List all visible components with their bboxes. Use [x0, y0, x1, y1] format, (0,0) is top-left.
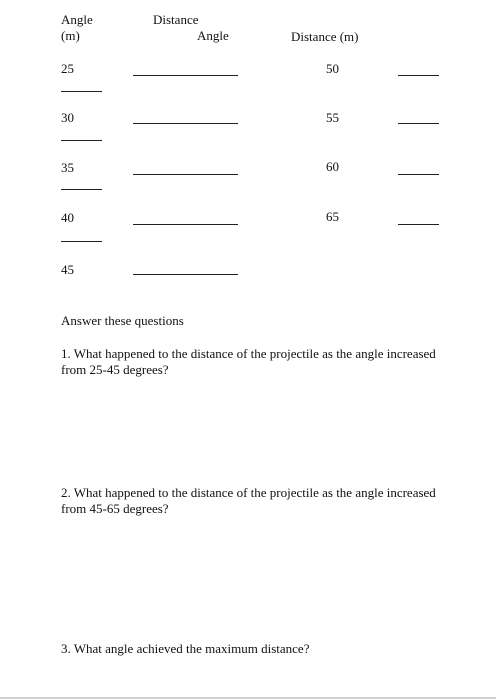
distance-answer-blank-50[interactable] — [398, 75, 439, 76]
separator-line-4 — [61, 241, 102, 242]
header-distance-right: Distance (m) — [291, 29, 359, 44]
distance-answer-blank-25[interactable] — [133, 75, 238, 76]
distance-answer-blank-55[interactable] — [398, 123, 439, 124]
angle-value-60: 60 — [326, 159, 339, 174]
angle-value-65: 65 — [326, 209, 339, 224]
distance-answer-blank-65[interactable] — [398, 224, 439, 225]
header-angle-left: Angle — [61, 12, 93, 27]
angle-value-40: 40 — [61, 210, 74, 225]
angle-value-25: 25 — [61, 61, 74, 76]
header-distance-left: Distance — [153, 12, 199, 27]
distance-answer-blank-60[interactable] — [398, 174, 439, 175]
separator-line-1 — [61, 91, 102, 92]
header-unit-left: (m) — [61, 28, 80, 43]
header-angle-right: Angle — [197, 28, 229, 43]
angle-value-35: 35 — [61, 160, 74, 175]
question-3: 3. What angle achieved the maximum distance? — [61, 641, 310, 656]
separator-line-2 — [61, 140, 102, 141]
questions-heading: Answer these questions — [61, 313, 184, 328]
distance-answer-blank-40[interactable] — [133, 224, 238, 225]
angle-value-30: 30 — [61, 110, 74, 125]
distance-answer-blank-45[interactable] — [133, 274, 238, 275]
angle-value-55: 55 — [326, 110, 339, 125]
separator-line-3 — [61, 189, 102, 190]
distance-answer-blank-30[interactable] — [133, 123, 238, 124]
question-2: 2. What happened to the distance of the projectile as the angle increased from 45-65 degrees? — [61, 485, 436, 516]
question-1: 1. What happened to the distance of the projectile as the angle increased from 25-45 degrees? — [61, 346, 436, 377]
angle-value-45: 45 — [61, 262, 74, 277]
page-bottom-edge — [0, 697, 496, 699]
angle-value-50: 50 — [326, 61, 339, 76]
distance-answer-blank-35[interactable] — [133, 174, 238, 175]
